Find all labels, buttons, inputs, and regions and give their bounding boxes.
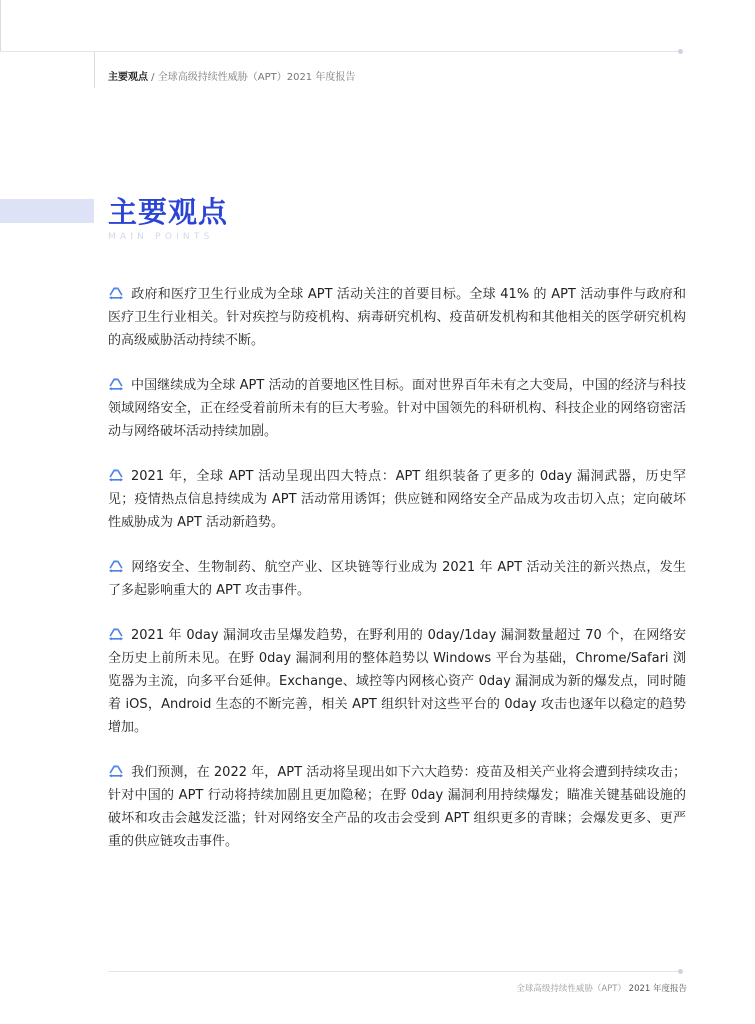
header-report-title: 全球高级持续性威胁（APT）2021 年度报告 xyxy=(157,72,356,83)
list-item xyxy=(108,465,686,534)
recycle-triangle-icon xyxy=(108,764,124,778)
recycle-triangle-icon xyxy=(108,559,124,573)
header-rule-dot xyxy=(678,49,683,54)
point-text: 政府和医疗卫生行业成为全球 APT 活动关注的首要目标。全球 41% 的 APT 活动事件与政府和医疗卫生行业相关。针对疾控与防疫机构、病毒研究机构、疫苗研发机构和其他相关的医学研究机构的高级威胁活动持续不断。 xyxy=(108,287,686,348)
left-edge-line xyxy=(0,0,1,52)
main-points-list xyxy=(108,283,686,875)
point-text: 网络安全、生物制药、航空产业、区块链等行业成为 2021 年 APT 活动关注的新兴热点，发生了多起影响重大的 APT 攻击事件。 xyxy=(108,560,686,598)
point-text: 我们预测，在 2022 年，APT 活动将呈现出如下六大趋势：疫苗及相关产业将会遭到持续攻击；针对中国的 APT 行动将持续加剧且更加隐秘；在野 0day 漏洞利用持续爆发；瞄准关键基础设施的破坏和攻击会越发泛滥；针对网络安全产品的攻击会受到 APT 组织更多的青睐；会爆发更多、更严重的供应链攻击事件。 xyxy=(108,765,686,849)
recycle-triangle-icon xyxy=(108,286,124,300)
point-text: 中国继续成为全球 APT 活动的首要地区性目标。面对世界百年未有之大变局，中国的经济与科技领域网络安全，正在经受着前所未有的巨大考验。针对中国领先的科研机构、科技企业的网络窃密活动与网络破坏活动持续加剧。 xyxy=(108,378,686,439)
footer-report-title: 全球高级持续性威胁（APT） xyxy=(516,984,626,994)
page-title-english: MAIN POINTS xyxy=(108,232,214,242)
recycle-triangle-icon xyxy=(108,468,124,482)
footer-rule xyxy=(108,971,680,972)
header-section: 主要观点 xyxy=(108,72,148,83)
point-text: 2021 年，全球 APT 活动呈现出四大特点：APT 组织装备了更多的 0day 漏洞武器，历史罕见；疫情热点信息持续成为 APT 活动常用诱饵；供应链和网络安全产品成为攻击切入点；定向破坏性威胁成为 APT 活动新趋势。 xyxy=(108,469,686,530)
header-side-line xyxy=(94,52,95,88)
header-separator: / xyxy=(148,72,158,83)
header-rule xyxy=(0,51,680,52)
list-item xyxy=(108,761,686,853)
running-header xyxy=(108,68,355,83)
footer-year-label: 2021 年度报告 xyxy=(628,984,687,994)
recycle-triangle-icon xyxy=(108,627,124,641)
title-accent-bar xyxy=(0,199,94,223)
footer-rule-dot xyxy=(678,969,683,974)
point-text: 2021 年 0day 漏洞攻击呈爆发趋势，在野利用的 0day/1day 漏洞数量超过 70 个，在网络安全历史上前所未见。在野 0day 漏洞利用的整体趋势以 Windows 平台为基础，Chrome/Safari 浏览器为主流，向多平台延伸。Exchange、域控等内网核心资产 0day 漏洞成为新的爆发点，同时随着 iOS，Android 生态的不断完善，相关 APT 组织针对这些平台的 0day 攻击也逐年以稳定的趋势增加。 xyxy=(108,628,686,735)
page-title: 主要观点 xyxy=(108,195,229,229)
running-footer xyxy=(516,982,687,994)
list-item xyxy=(108,624,686,739)
recycle-triangle-icon xyxy=(108,377,124,391)
list-item xyxy=(108,556,686,602)
list-item xyxy=(108,374,686,443)
list-item xyxy=(108,283,686,352)
